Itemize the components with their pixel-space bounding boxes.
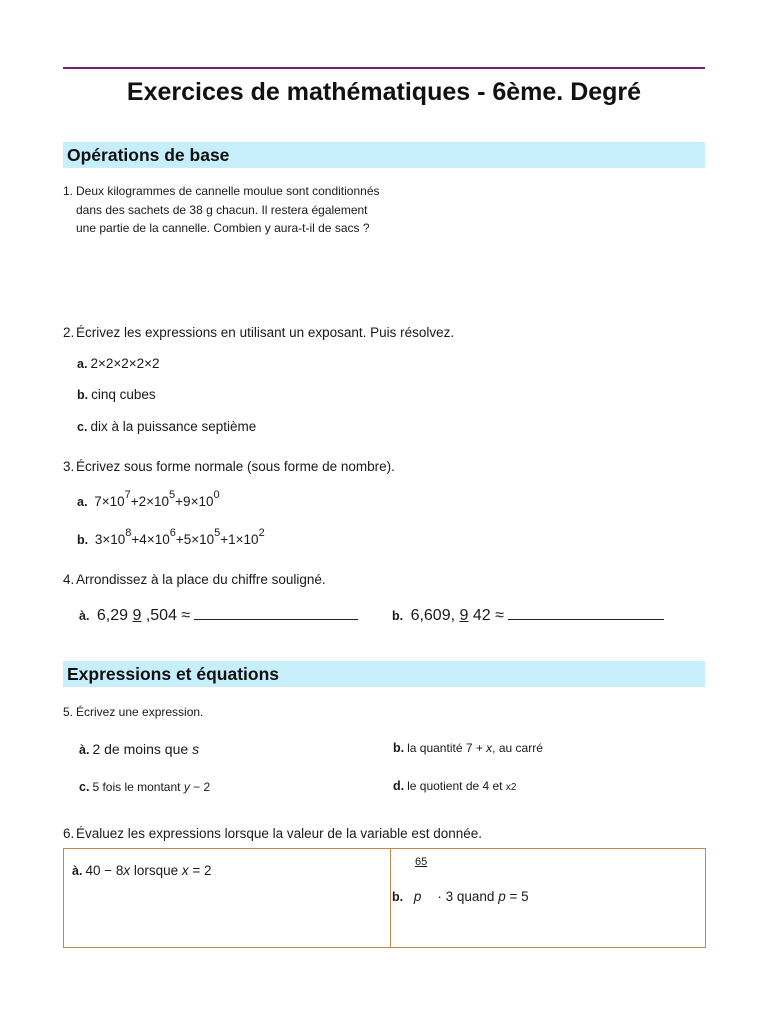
q6-b-value: = 5 [505, 889, 529, 904]
q4-a-underlined-digit: 9 [132, 607, 142, 624]
q1-number: 1. [63, 184, 74, 198]
q3-a-base-1: 7×10 [94, 493, 125, 509]
q5-c-variable: y [183, 780, 190, 794]
q5-number: 5. [63, 705, 74, 719]
q3-a-term-2 [130, 489, 176, 509]
q4-item-a [79, 605, 358, 625]
q5-item-a [79, 741, 199, 757]
q3-prompt: Écrivez sous forme normale (sous forme de nombre). [76, 459, 395, 474]
q6-a-variable-2: x [181, 863, 189, 878]
q2-item-c [77, 419, 256, 434]
q5-prompt: Écrivez une expression. [76, 705, 204, 719]
q6-prompt: Évaluez les expressions lorsque la valeur de la variable est donnée. [76, 826, 482, 841]
q6-item-a [72, 863, 212, 878]
q6-b-expr: · 3 quand [437, 889, 499, 904]
page-title: Exercices de mathématiques - 6ème. Degré [126, 78, 642, 106]
q4-prompt: Arrondissez à la place du chiffre souligné. [76, 572, 326, 587]
q2-item-b [77, 387, 156, 402]
q2-item-a [77, 356, 160, 371]
q4-b-number-start: 6,609, [410, 607, 460, 624]
q5-a-variable: s [192, 741, 200, 757]
q2-number: 2. [63, 325, 75, 340]
q4-b-answer-blank[interactable] [508, 605, 664, 620]
q2-a-label: a. [77, 357, 88, 371]
q2-b-label: b. [77, 388, 89, 402]
q2-b-text: cinq cubes [91, 387, 156, 402]
q3-number: 3. [63, 459, 75, 474]
q1-line-1: Deux kilogrammes de cannelle moulue sont conditionnés [76, 184, 380, 198]
section-heading-expressions: Expressions et équations [63, 661, 705, 687]
q3-a-exp-1: 7 [124, 489, 131, 501]
q5-item-c [79, 780, 210, 794]
q6-b-label: b. [392, 890, 404, 904]
q3-a-exp-2: 5 [169, 489, 176, 501]
q3-b-term-1 [94, 527, 132, 547]
q3-a-term-1 [94, 489, 131, 509]
q3-b-term-2 [131, 527, 176, 547]
q6-b-numerator: 65 [415, 856, 428, 868]
q5-c-label: c. [79, 780, 90, 794]
q2-c-text: dix à la puissance septième [90, 419, 257, 434]
q6-item-b [392, 889, 529, 904]
q6-a-condition: lorsque [130, 863, 182, 878]
q5-d-small-text: x2 [505, 782, 517, 793]
q2-a-text: 2×2×2×2×2 [90, 356, 160, 371]
q4-b-label: b. [392, 609, 404, 623]
q3-b-base-3: +5×10 [175, 531, 215, 547]
q1-line-2: dans des sachets de 38 g chacun. Il restera également [76, 203, 368, 217]
q3-b-base-4: +1×10 [220, 531, 259, 547]
q3-b-term-3 [175, 527, 221, 547]
q3-b-exp-3: 5 [214, 527, 221, 539]
q4-number: 4. [63, 572, 75, 587]
q4-b-underlined-digit: 9 [459, 607, 469, 624]
q5-d-text: le quotient de 4 et [407, 779, 506, 793]
q3-item-a [77, 491, 220, 509]
q4-a-answer-blank[interactable] [194, 605, 358, 620]
q3-a-term-3 [175, 489, 220, 509]
q6-b-variable: p [498, 889, 506, 904]
q6-a-expr-start: 40 − 8 [85, 863, 124, 878]
q6-a-variable: x [123, 863, 131, 878]
q5-a-text: 2 de moins que [92, 741, 193, 757]
q5-b-text-end: , au carré [492, 741, 543, 755]
q5-b-label: b. [393, 741, 405, 755]
q3-b-base-2: +4×10 [131, 531, 170, 547]
header-rule [63, 67, 705, 69]
q5-item-d [393, 779, 516, 793]
q6-b-denominator: p [413, 889, 422, 904]
q3-item-b [77, 529, 265, 547]
q6-number: 6. [63, 826, 75, 841]
q4-b-number-end: 42 ≈ [468, 607, 504, 624]
q6-a-label: à. [72, 864, 83, 878]
q5-item-b [393, 741, 543, 755]
q5-d-label: d. [393, 779, 405, 793]
q3-b-base-1: 3×10 [94, 531, 126, 547]
q3-a-label: a. [77, 494, 88, 509]
q4-a-number-start: 6,29 [96, 607, 133, 624]
q5-c-text: 5 fois le montant [92, 780, 184, 794]
q3-b-exp-2: 6 [169, 527, 176, 539]
q4-a-number-end: ,504 ≈ [141, 607, 191, 624]
q5-c-text-end: − 2 [189, 780, 211, 794]
q1-line-3: une partie de la cannelle. Combien y aura-t-il de sacs ? [76, 221, 370, 235]
q6-table-divider [390, 849, 391, 947]
q5-a-label: à. [79, 743, 90, 757]
q3-a-base-3: +9×10 [175, 493, 214, 509]
q6-answer-table [63, 848, 706, 948]
q5-b-variable: x [486, 741, 493, 755]
q4-item-b [392, 605, 664, 625]
q5-b-text: la quantité 7 + [407, 741, 487, 755]
q4-a-label: à. [79, 609, 90, 623]
q3-b-term-4 [220, 527, 265, 547]
q3-b-label: b. [77, 532, 89, 547]
section-heading-operations: Opérations de base [63, 142, 705, 168]
q6-a-value: = 2 [188, 863, 212, 878]
q3-a-base-2: +2×10 [130, 493, 170, 509]
q3-b-exp-4: 2 [258, 527, 265, 539]
q3-a-exp-3: 0 [213, 489, 220, 501]
q3-b-exp-1: 8 [125, 527, 132, 539]
q2-c-label: c. [77, 420, 88, 434]
q2-prompt: Écrivez les expressions en utilisant un exposant. Puis résolvez. [76, 325, 455, 340]
